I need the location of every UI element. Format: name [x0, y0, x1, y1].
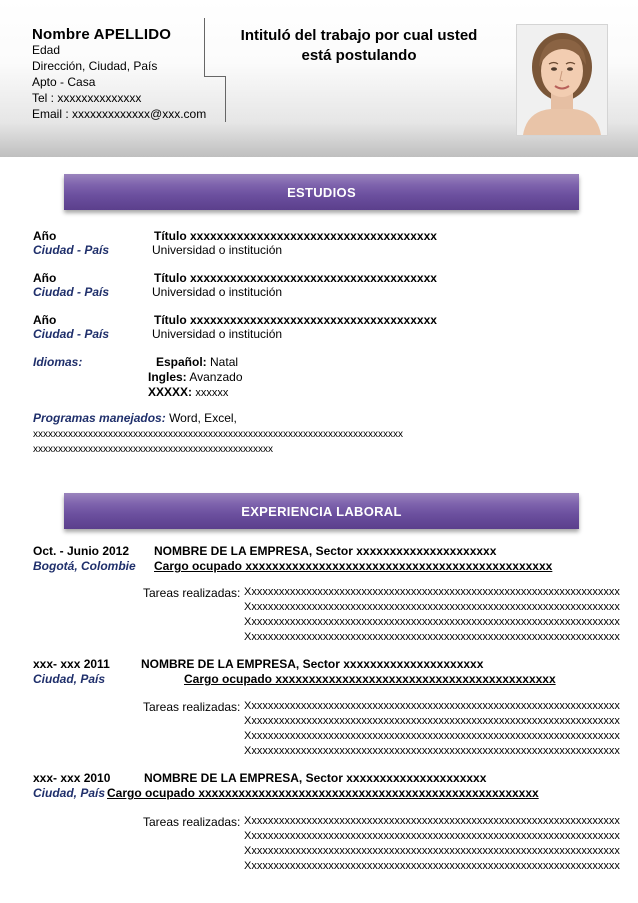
tasks-label: Tareas realizadas:: [143, 815, 241, 829]
study-title: Título xxxxxxxxxxxxxxxxxxxxxxxxxxxxxxxxxxxxx: [154, 229, 437, 243]
task-line: Xxxxxxxxxxxxxxxxxxxxxxxxxxxxxxxxxxxxxxxxxxxxxxxxxxxxxxxxxxxxxxxxxxxx: [244, 601, 620, 613]
task-line: Xxxxxxxxxxxxxxxxxxxxxxxxxxxxxxxxxxxxxxxxxxxxxxxxxxxxxxxxxxxxxxxxxxxx: [244, 616, 620, 628]
study-year: Año: [33, 271, 57, 285]
task-line: Xxxxxxxxxxxxxxxxxxxxxxxxxxxxxxxxxxxxxxxxxxxxxxxxxxxxxxxxxxxxxxxxxxxx: [244, 745, 620, 757]
job-company: NOMBRE DE LA EMPRESA, Sector xxxxxxxxxxxxxxxxxxxxx: [154, 544, 497, 558]
task-line: Xxxxxxxxxxxxxxxxxxxxxxxxxxxxxxxxxxxxxxxxxxxxxxxxxxxxxxxxxxxxxxxxxxxx: [244, 860, 620, 872]
job-company: NOMBRE DE LA EMPRESA, Sector xxxxxxxxxxxxxxxxxxxxx: [141, 657, 484, 671]
profile-photo: [516, 24, 608, 136]
study-place: Ciudad - País: [33, 285, 110, 299]
section-header-experience: EXPERIENCIA LABORAL: [64, 493, 579, 529]
task-line: Xxxxxxxxxxxxxxxxxxxxxxxxxxxxxxxxxxxxxxxxxxxxxxxxxxxxxxxxxxxxxxxxxxxx: [244, 586, 620, 598]
candidate-name: Nombre APELLIDO: [32, 26, 172, 43]
divider-line: [204, 18, 205, 76]
contact-email: Email : xxxxxxxxxxxxx@xxx.com: [32, 107, 207, 121]
task-line: Xxxxxxxxxxxxxxxxxxxxxxxxxxxxxxxxxxxxxxxxxxxxxxxxxxxxxxxxxxxxxxxxxxxx: [244, 700, 620, 712]
study-year: Año: [33, 229, 57, 243]
study-place: Ciudad - País: [33, 327, 110, 341]
study-institution: Universidad o institución: [152, 327, 283, 341]
study-year: Año: [33, 313, 57, 327]
study-institution: Universidad o institución: [152, 285, 283, 299]
task-line: Xxxxxxxxxxxxxxxxxxxxxxxxxxxxxxxxxxxxxxxxxxxxxxxxxxxxxxxxxxxxxxxxxxxx: [244, 815, 620, 827]
language-item: Español: Natal: [156, 355, 239, 369]
job-position: Cargo ocupado xxxxxxxxxxxxxxxxxxxxxxxxxxxxxxxxxxxxxxxxxx: [184, 672, 556, 686]
task-line: Xxxxxxxxxxxxxxxxxxxxxxxxxxxxxxxxxxxxxxxxxxxxxxxxxxxxxxxxxxxxxxxxxxxx: [244, 631, 620, 643]
contact-apartment: Apto - Casa: [32, 75, 96, 89]
job-place: Ciudad, País: [33, 786, 106, 800]
divider-line: [225, 76, 226, 122]
divider-line: [204, 76, 226, 77]
task-line: Xxxxxxxxxxxxxxxxxxxxxxxxxxxxxxxxxxxxxxxxxxxxxxxxxxxxxxxxxxxxxxxxxxxx: [244, 715, 620, 727]
task-line: Xxxxxxxxxxxxxxxxxxxxxxxxxxxxxxxxxxxxxxxxxxxxxxxxxxxxxxxxxxxxxxxxxxxx: [244, 830, 620, 842]
tasks-label: Tareas realizadas:: [143, 700, 241, 714]
job-position: Cargo ocupado xxxxxxxxxxxxxxxxxxxxxxxxxxxxxxxxxxxxxxxxxxxxxx: [154, 559, 553, 573]
contact-age: Edad: [32, 43, 61, 57]
contact-phone: Tel : xxxxxxxxxxxxxx: [32, 91, 142, 105]
job-date: Oct. - Junio 2012: [33, 544, 130, 558]
job-company: NOMBRE DE LA EMPRESA, Sector xxxxxxxxxxxxxxxxxxxxx: [144, 771, 487, 785]
task-line: Xxxxxxxxxxxxxxxxxxxxxxxxxxxxxxxxxxxxxxxxxxxxxxxxxxxxxxxxxxxxxxxxxxxx: [244, 730, 620, 742]
study-title: Título xxxxxxxxxxxxxxxxxxxxxxxxxxxxxxxxxxxxx: [154, 313, 437, 327]
programs-line-3: xxxxxxxxxxxxxxxxxxxxxxxxxxxxxxxxxxxxxxxxxxxxxxxx: [33, 444, 273, 455]
study-institution: Universidad o institución: [152, 243, 283, 257]
programs-line-2: xxxxxxxxxxxxxxxxxxxxxxxxxxxxxxxxxxxxxxxxxxxxxxxxxxxxxxxxxxxxxxxxxxxxxxxxxx: [33, 429, 403, 440]
job-title: Intituló del trabajo por cual usted está postulando: [240, 27, 478, 64]
job-date: xxx- xxx 2010: [33, 771, 111, 785]
language-item: XXXXX: xxxxxx: [148, 385, 229, 399]
languages-label: Idiomas:: [33, 355, 83, 369]
tasks-label: Tareas realizadas:: [143, 586, 241, 600]
job-position: Cargo ocupado xxxxxxxxxxxxxxxxxxxxxxxxxxxxxxxxxxxxxxxxxxxxxxxxxxx: [107, 786, 539, 800]
job-date: xxx- xxx 2011: [33, 657, 110, 671]
task-line: Xxxxxxxxxxxxxxxxxxxxxxxxxxxxxxxxxxxxxxxxxxxxxxxxxxxxxxxxxxxxxxxxxxxx: [244, 845, 620, 857]
study-title: Título xxxxxxxxxxxxxxxxxxxxxxxxxxxxxxxxxxxxx: [154, 271, 437, 285]
job-place: Bogotá, Colombie: [33, 559, 136, 573]
contact-address: Dirección, Ciudad, País: [32, 59, 158, 73]
study-place: Ciudad - País: [33, 243, 110, 257]
job-place: Ciudad, País: [33, 672, 106, 686]
language-item: Ingles: Avanzado: [148, 370, 243, 384]
programs-line: Programas manejados: Word, Excel,: [33, 411, 237, 425]
section-header-studies: ESTUDIOS: [64, 174, 579, 210]
